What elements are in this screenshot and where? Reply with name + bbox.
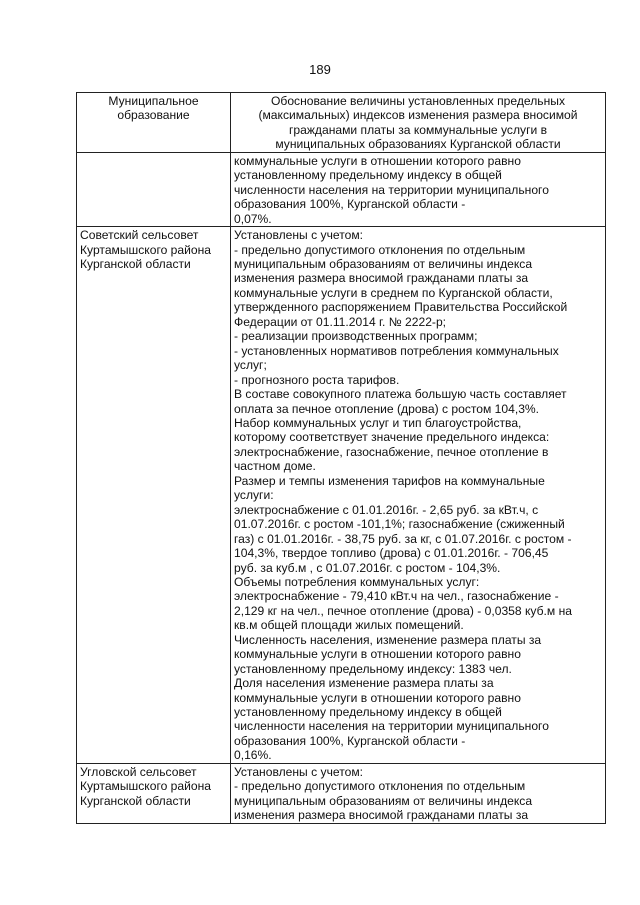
justification-line: 2,129 кг на чел., печное отопление (дрова) - 0,0358 куб.м на xyxy=(234,603,572,618)
header-line: Муниципальное xyxy=(108,94,199,108)
justification-line: утвержденного распоряжением Правительства Российской xyxy=(234,300,568,315)
justification-line: Установлены с учетом: xyxy=(234,228,363,243)
header-municipality xyxy=(77,93,231,153)
municipality-cell xyxy=(77,152,231,226)
municipality-cell xyxy=(77,227,231,764)
justification-line: коммунальные услуги в среднем по Курганской области, xyxy=(234,285,553,300)
justification-line: руб. за куб.м , с 01.07.2016г. с ростом - 104,3%. xyxy=(234,560,501,575)
justification-line: муниципальным образованиям от величины индекса xyxy=(234,793,533,808)
justification-line: 104,3%, твердое топливо (дрова) с 01.01.2016г. - 706,45 xyxy=(234,546,549,561)
justification-line: установленному предельному индексу в общей xyxy=(234,168,502,183)
municipality-line: Курганской области xyxy=(80,256,191,271)
justification-line: 0,16%. xyxy=(234,748,272,763)
table-header-row xyxy=(77,93,606,153)
header-line: гражданами платы за коммунальные услуги в xyxy=(288,122,548,137)
justification-line: 01.07.2016г. с ростом -101,1%; газоснабжение (сжиженный xyxy=(234,517,565,532)
header-line: (максимальных) индексов изменения размера вносимой xyxy=(258,108,578,123)
justification-line: частном доме. xyxy=(234,459,316,474)
justification-line: Установлены с учетом: xyxy=(234,764,363,779)
justification-line: услуг; xyxy=(234,358,267,373)
justification-line: В составе совокупного платежа большую часть составляет xyxy=(234,387,567,402)
justification-cell xyxy=(231,227,606,764)
justification-cell xyxy=(231,763,606,823)
header-line: образование xyxy=(117,108,190,123)
justification-line: оплата за печное отопление (дрова) с ростом 104,3%. xyxy=(234,401,540,416)
justification-line: установленному предельному индексу: 1383 чел. xyxy=(234,661,512,676)
justification-line: кв.м общей площади жилых помещений. xyxy=(234,618,464,633)
municipality-line: Советский сельсовет xyxy=(80,228,199,243)
header-line: Обоснование величины установленных предельных xyxy=(270,94,566,108)
header-line: муниципальных образованиях Курганской области xyxy=(275,137,561,152)
justification-line: 0,07%. xyxy=(234,211,272,226)
justification-line: - установленных нормативов потребления коммунальных xyxy=(234,343,559,358)
municipality-line: Куртамышского района xyxy=(80,779,212,794)
header-justification xyxy=(231,93,606,153)
justification-line: газ) с 01.01.2016г. - 38,75 руб. за кг, с 01.07.2016г. с ростом - xyxy=(234,531,572,546)
justification-line: изменения размера вносимой гражданами платы за xyxy=(234,808,529,823)
justification-line: - реализации производственных программ; xyxy=(234,329,478,344)
justification-line: - предельно допустимого отклонения по отдельным xyxy=(234,779,526,794)
tariff-justification-table xyxy=(76,92,606,824)
justification-line: Доля населения изменение размера платы за xyxy=(234,676,494,691)
justification-cell xyxy=(231,152,606,226)
municipality-line: Курганской области xyxy=(80,793,191,808)
justification-line: изменения размера вносимой гражданами платы за xyxy=(234,271,529,286)
table-row xyxy=(77,763,606,823)
justification-line: численности населения на территории муниципального xyxy=(234,719,549,734)
municipality-line: Угловской сельсовет xyxy=(80,764,197,779)
justification-line: установленному предельному индексу в общей xyxy=(234,705,502,720)
table-body xyxy=(77,152,606,823)
justification-line: образования 100%, Курганской области - xyxy=(234,197,466,212)
justification-line: коммунальные услуги в отношении которого равно xyxy=(234,153,521,168)
justification-line: - прогнозного роста тарифов. xyxy=(234,372,400,387)
justification-line: электроснабжение с 01.01.2016г. - 2,65 руб. за кВт.ч, с xyxy=(234,502,539,517)
municipality-line: Куртамышского района xyxy=(80,242,212,257)
justification-line: услуги: xyxy=(234,488,274,503)
page-number: 189 xyxy=(309,62,331,77)
table-row xyxy=(77,227,606,764)
justification-line: коммунальные услуги в отношении которого равно xyxy=(234,647,521,662)
justification-line: муниципальным образованиям от величины индекса xyxy=(234,256,533,271)
justification-line: Объемы потребления коммунальных услуг: xyxy=(234,574,480,589)
municipality-cell xyxy=(77,763,231,823)
justification-line: которому соответствует значение предельного индекса: xyxy=(234,430,550,445)
justification-line: электроснабжение - 79,410 кВт.ч на чел., газоснабжение - xyxy=(234,589,559,604)
justification-line: - предельно допустимого отклонения по отдельным xyxy=(234,242,526,257)
justification-line: численности населения на территории муниципального xyxy=(234,182,549,197)
justification-line: электроснабжение, газоснабжение, печное отопление в xyxy=(234,444,549,459)
justification-line: Набор коммунальных услуг и тип благоустройства, xyxy=(234,415,522,430)
justification-line: коммунальные услуги в отношении которого равно xyxy=(234,690,521,705)
justification-line: образования 100%, Курганской области - xyxy=(234,733,466,748)
justification-line: Федерации от 01.11.2014 г. № 2222-р; xyxy=(234,314,447,329)
justification-line: Размер и темпы изменения тарифов на коммунальные xyxy=(234,473,545,488)
table-row xyxy=(77,152,606,226)
justification-line: Численность населения, изменение размера платы за xyxy=(234,632,542,647)
